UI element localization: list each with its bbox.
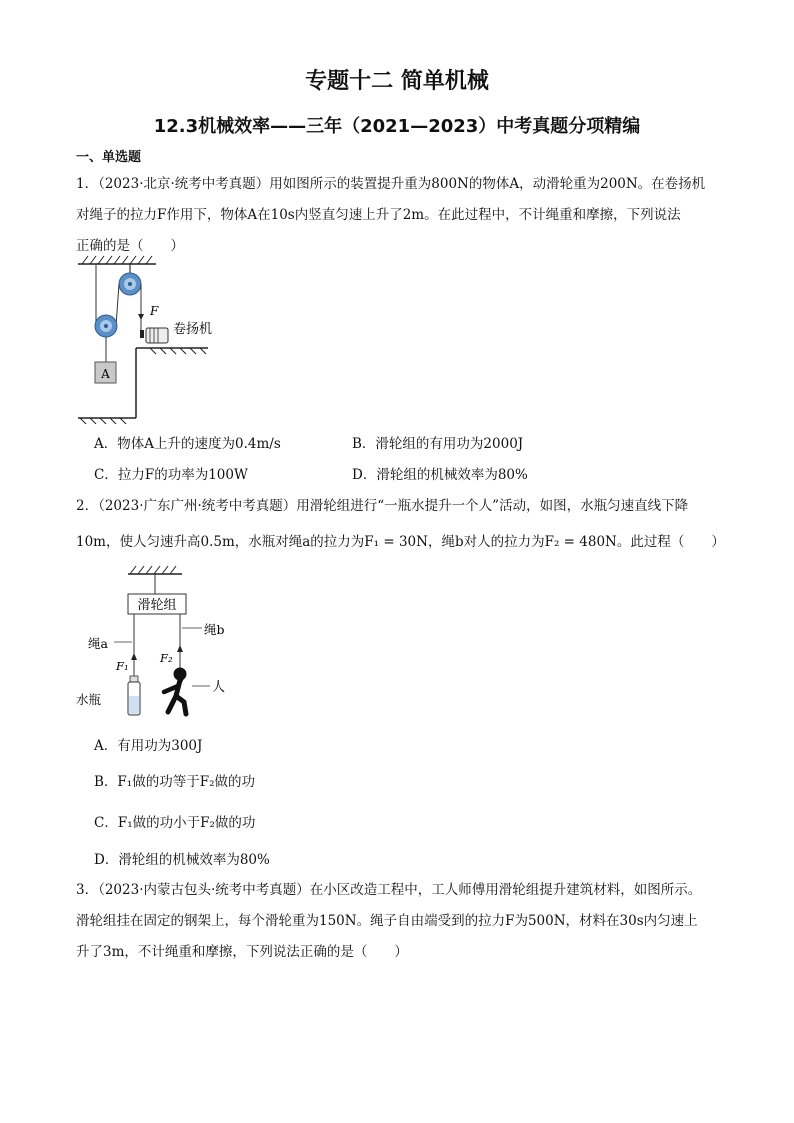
q1-winch-label: 卷扬机 xyxy=(173,322,213,337)
q1-pulley-figure xyxy=(70,252,230,424)
q3-line-3: 升了3m，不计绳重和摩擦，下列说法正确的是（ ） xyxy=(76,944,408,960)
page-title: 专题十二 简单机械 xyxy=(305,69,489,94)
q2-option-d[interactable]: D．滑轮组的机械效率为80% xyxy=(94,852,270,868)
q2-f2-label: F₂ xyxy=(160,651,173,665)
q1-option-d[interactable]: D．滑轮组的机械效率为80% xyxy=(352,467,528,483)
q2-option-c[interactable]: C．F₁做的功小于F₂做的功 xyxy=(94,815,256,831)
q2-option-a[interactable]: A．有用功为300J xyxy=(94,738,203,754)
q1-line-2: 对绳子的拉力F作用下，物体A在10s内竖直匀速上升了2m。在此过程中，不计绳重和摩擦，下列说法 xyxy=(76,207,681,223)
q1-line-1: 1．（2023·北京·统考中考真题）用如图所示的装置提升重为800N的物体A，动滑轮重为200N。在卷扬机 xyxy=(76,176,706,192)
q1-option-b[interactable]: B．滑轮组的有用功为2000J xyxy=(352,436,524,452)
q2-person-label: 人 xyxy=(212,680,226,695)
page-subtitle: 12.3机械效率——三年（2021—2023）中考真题分项精编 xyxy=(153,116,641,137)
section-heading: 一、单选题 xyxy=(76,150,142,165)
q2-line-2: 10m，使人匀速升高0.5m，水瓶对绳a的拉力为F₁ = 30N，绳b对人的拉力为F₂ = 480N。此过程（ ） xyxy=(76,534,725,550)
q2-line-1: 2．（2023·广东广州·统考中考真题）用滑轮组进行“一瓶水提升一个人”活动，如图，水瓶匀速直线下降 xyxy=(76,498,689,514)
q1-option-a[interactable]: A．物体A上升的速度为0.4m/s xyxy=(94,436,281,452)
q3-line-1: 3．（2023·内蒙古包头·统考中考真题）在小区改造工程中，工人师傅用滑轮组提升建筑材料，如图所示。 xyxy=(76,882,702,898)
q1-line-3: 正确的是（ ） xyxy=(76,238,184,254)
q2-rope-a-label: 绳a xyxy=(88,636,108,651)
q1-option-c[interactable]: C．拉力F的功率为100W xyxy=(94,467,248,483)
q2-pulley-figure xyxy=(74,562,244,720)
q2-rope-b-label: 绳b xyxy=(204,622,225,637)
q3-line-2: 滑轮组挂在固定的钢架上，每个滑轮重为150N。绳子自由端受到的拉力F为500N，材料在30s内匀速上 xyxy=(76,913,698,929)
q2-bottle-label: 水瓶 xyxy=(76,692,102,707)
q2-f1-label: F₁ xyxy=(116,659,129,673)
q1-block-label: A xyxy=(101,367,110,381)
q1-force-label: F xyxy=(150,304,159,318)
q2-pulley-label: 滑轮组 xyxy=(137,598,177,613)
q2-option-b[interactable]: B．F₁做的功等于F₂做的功 xyxy=(94,774,255,790)
